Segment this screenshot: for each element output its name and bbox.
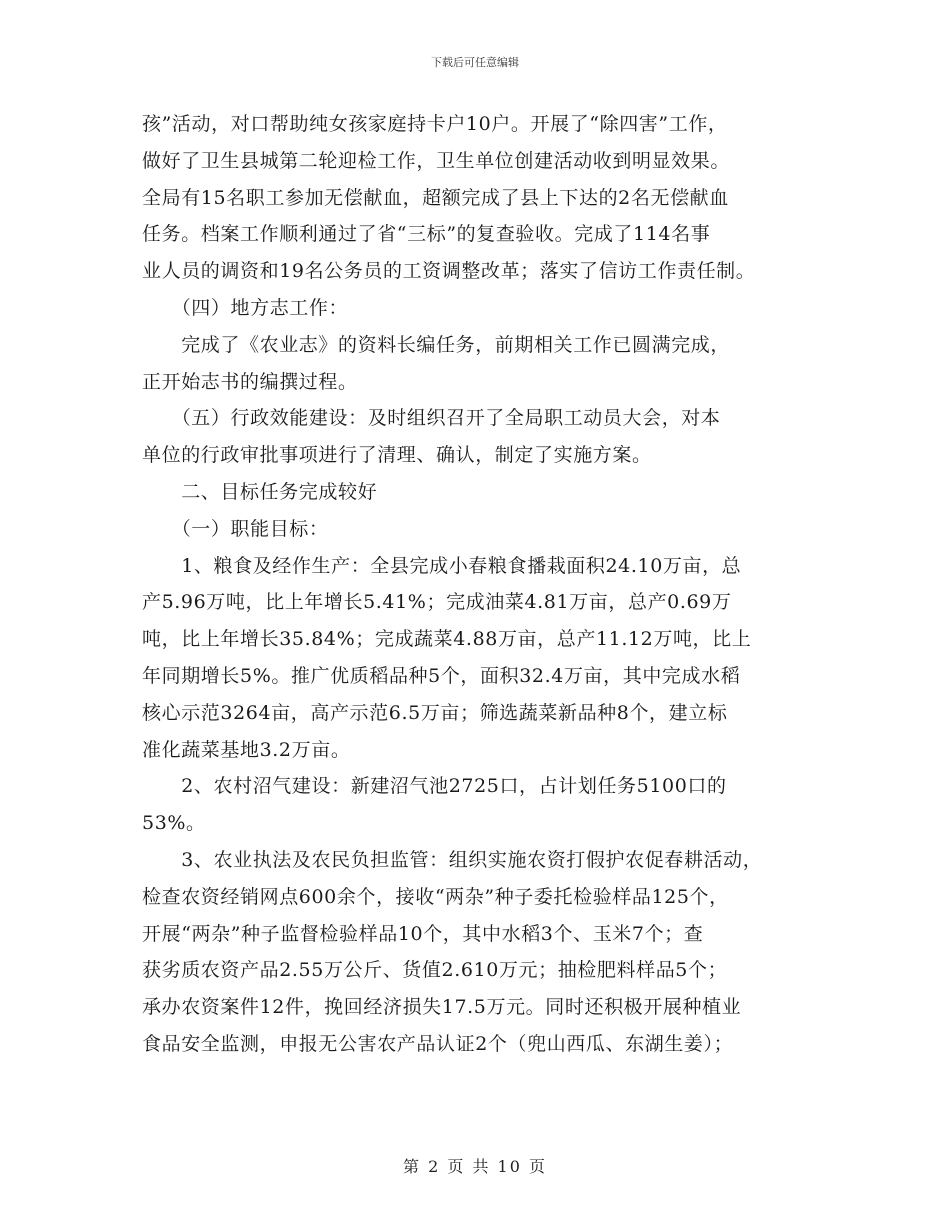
text-line: 任务。档案工作顺利通过了省“三标”的复查验收。完成了114名事 <box>142 223 711 246</box>
paragraph <box>142 842 810 1063</box>
paragraph <box>142 768 810 842</box>
text-line: 业人员的调资和19名公务员的工资调整改革；落实了信访工作责任制。 <box>142 260 756 283</box>
page-header: 下载后可任意编辑 <box>431 56 519 69</box>
text-line: 53%。 <box>142 812 206 835</box>
text-line: 吨，比上年增长35.84%；完成蔬菜4.88万亩，总产11.12万吨，比上 <box>142 628 752 651</box>
text-line: 做好了卫生县城第二轮迎检工作，卫生单位创建活动收到明显效果。 <box>142 149 731 172</box>
text-line: 1、粮食及经作生产：全县完成小春粮食播栽面积24.10万亩，总 <box>142 554 742 577</box>
text-line: 准化蔬菜基地3.2万亩。 <box>142 738 351 761</box>
text-line: 产5.96万吨，比上年增长5.41%；完成油菜4.81万亩，总产0.69万 <box>142 591 732 614</box>
paragraph <box>142 106 810 290</box>
text-line: 3、农业执法及农民负担监管：组织实施农资打假护农促春耕活动， <box>142 848 763 871</box>
text-line: （四）地方志工作： <box>142 296 349 319</box>
text-line: 单位的行政审批事项进行了清理、确认，制定了实施方案。 <box>142 444 652 467</box>
text-line: 食品安全监测，申报无公害农产品认证2个（兜山西瓜、东湖生姜）； <box>142 1032 734 1055</box>
section-heading <box>142 290 810 327</box>
text-line: 核心示范3264亩，高产示范6.5万亩；筛选蔬菜新品种8个，建立标 <box>142 701 728 724</box>
paragraph <box>142 327 810 401</box>
section-heading <box>142 474 810 511</box>
text-line: 检查农资经销网点600余个，接收“两杂”种子委托检验样品125个， <box>142 885 729 908</box>
document-body <box>142 106 810 1063</box>
text-line: 获劣质农资产品2.55万公斤、货值2.610万元；抽检肥料样品5个； <box>142 959 728 982</box>
paragraph <box>142 548 810 769</box>
section-heading <box>142 511 810 548</box>
text-line: 2、农村沼气建设：新建沼气池2725口，占计划任务5100口的 <box>142 775 727 798</box>
page-footer: 第 2 页 共 10 页 <box>403 1157 547 1176</box>
text-line: 完成了《农业志》的资料长编任务，前期相关工作已圆满完成， <box>142 333 731 356</box>
paragraph <box>142 400 810 474</box>
text-line: 开展“两杂”种子监督检验样品10个，其中水稻3个、玉米7个；查 <box>142 922 704 945</box>
text-line: 承办农资案件12件，挽回经济损失17.5万元。同时还积极开展种植业 <box>142 996 742 1019</box>
text-line: 全局有15名职工参加无偿献血，超额完成了县上下达的2名无偿献血 <box>142 186 729 209</box>
text-line: （一）职能目标： <box>142 517 329 540</box>
text-line: 正开始志书的编撰过程。 <box>142 370 358 393</box>
text-line: （五）行政效能建设：及时组织召开了全局职工动员大会，对本 <box>142 407 721 430</box>
text-line: 孩”活动，对口帮助纯女孩家庭持卡户10户。开展了“除四害”工作， <box>142 113 728 135</box>
text-line: 二、目标任务完成较好 <box>142 480 378 503</box>
text-line: 年同期增长5%。推广优质稻品种5个，面积32.4万亩，其中完成水稻 <box>142 664 741 687</box>
